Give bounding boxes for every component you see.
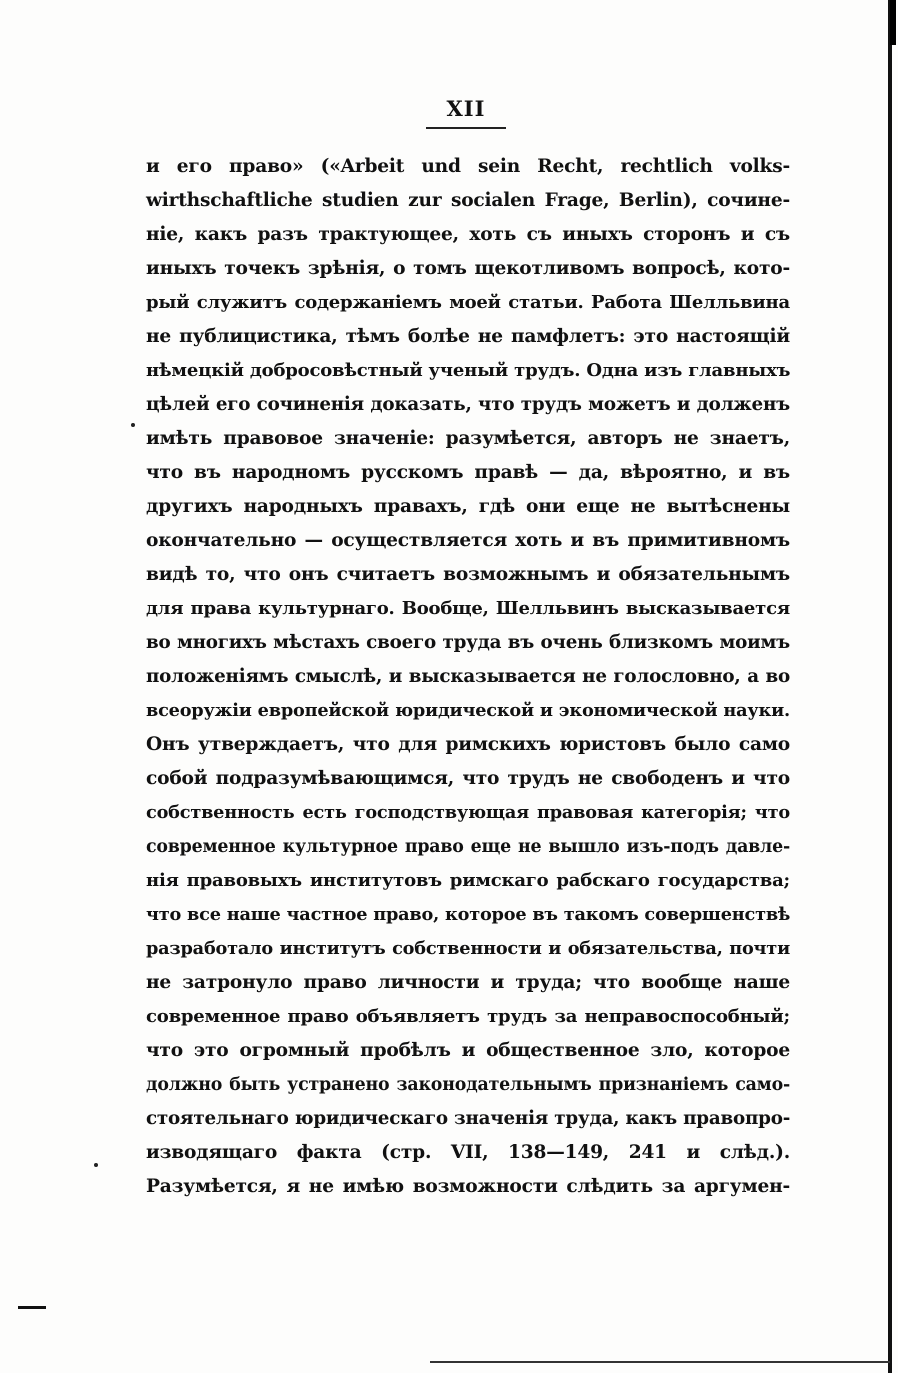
text-line: что это огромный пробѣлъ и общественное зло, которое [146,1040,790,1061]
text-line: современное право объявляетъ трудъ за неправоспособный; [146,1006,790,1027]
text-line: для права культурнаго. Вообще, Шелльвинъ высказывается [146,598,790,619]
text-line: всеоружіи европейской юридической и экономической науки. [146,700,790,721]
text-line: Разумѣется, я не имѣю возможности слѣдить за аргумен- [146,1176,790,1197]
body-text [146,150,790,1204]
page-edge-mark [890,0,896,45]
ink-speck [131,423,135,427]
text-line: собственность есть господствующая правовая категорія; что [146,802,790,823]
text-line: должно быть устранено законодательнымъ признаніемъ само- [146,1075,790,1095]
text-line: нѣмецкій добросовѣстный ученый трудъ. Одна изъ главныхъ [146,360,791,381]
text-line: разработало институтъ собственности и обязательства, почти [146,938,790,959]
text-line: иныхъ точекъ зрѣнія, о томъ щекотливомъ вопросѣ, кото- [146,258,790,279]
ink-speck [94,1163,98,1167]
page-number-rule [426,127,506,129]
text-line: окончательно — осуществляется хоть и въ примитивномъ [146,530,790,551]
text-line: и его право» («Arbeit und sein Recht, rechtlich volks- [146,156,790,177]
margin-mark [18,1306,46,1309]
text-line: ніе, какъ разъ трактующее, хоть съ иныхъ сторонъ и съ [146,224,790,245]
text-line: не затронуло право личности и труда; что вообще наше [146,972,790,993]
text-line: имѣть правовое значеніе: разумѣется, авторъ не знаетъ, [146,428,790,449]
text-line: рый служитъ содержаніемъ моей статьи. Работа Шелльвина [146,292,790,313]
text-line: современное культурное право еще не вышло изъ-подъ давле- [146,837,790,857]
text-line: что все наше частное право, которое въ такомъ совершенствѣ [146,904,791,925]
text-line: стоятельнаго юридическаго значенія труда, какъ правопро- [146,1108,791,1129]
text-line: во многихъ мѣстахъ своего труда въ очень близкомъ моимъ [146,632,790,653]
text-line: положеніямъ смыслѣ, и высказывается не голословно, а во [146,666,790,687]
text-line: Онъ утверждаетъ, что для римскихъ юристовъ было само [146,734,790,755]
page-number: XII [446,96,486,121]
text-line: видѣ то, что онъ считаетъ возможнымъ и обязательнымъ [146,564,790,585]
text-line: что въ народномъ русскомъ правѣ — да, вѣроятно, и въ [146,462,790,483]
text-line: цѣлей его сочиненія доказать, что трудъ можетъ и долженъ [146,394,790,415]
page-edge-shadow [888,0,892,1373]
text-line: не публицистика, тѣмъ болѣе не памфлетъ: это настоящій [146,326,790,347]
page-bottom-edge [430,1361,890,1363]
text-line: другихъ народныхъ правахъ, гдѣ они еще не вытѣснены [146,496,790,517]
text-line: изводящаго факта (стр. VII, 138—149, 241 и слѣд.). [146,1142,790,1163]
text-line: нія правовыхъ институтовъ римскаго рабскаго государства; [146,870,790,891]
text-line: собой подразумѣвающимся, что трудъ не свободенъ и что [146,768,790,789]
text-line: wirthschaftliche studien zur socialen Frage, Berlin), сочине- [146,190,790,211]
